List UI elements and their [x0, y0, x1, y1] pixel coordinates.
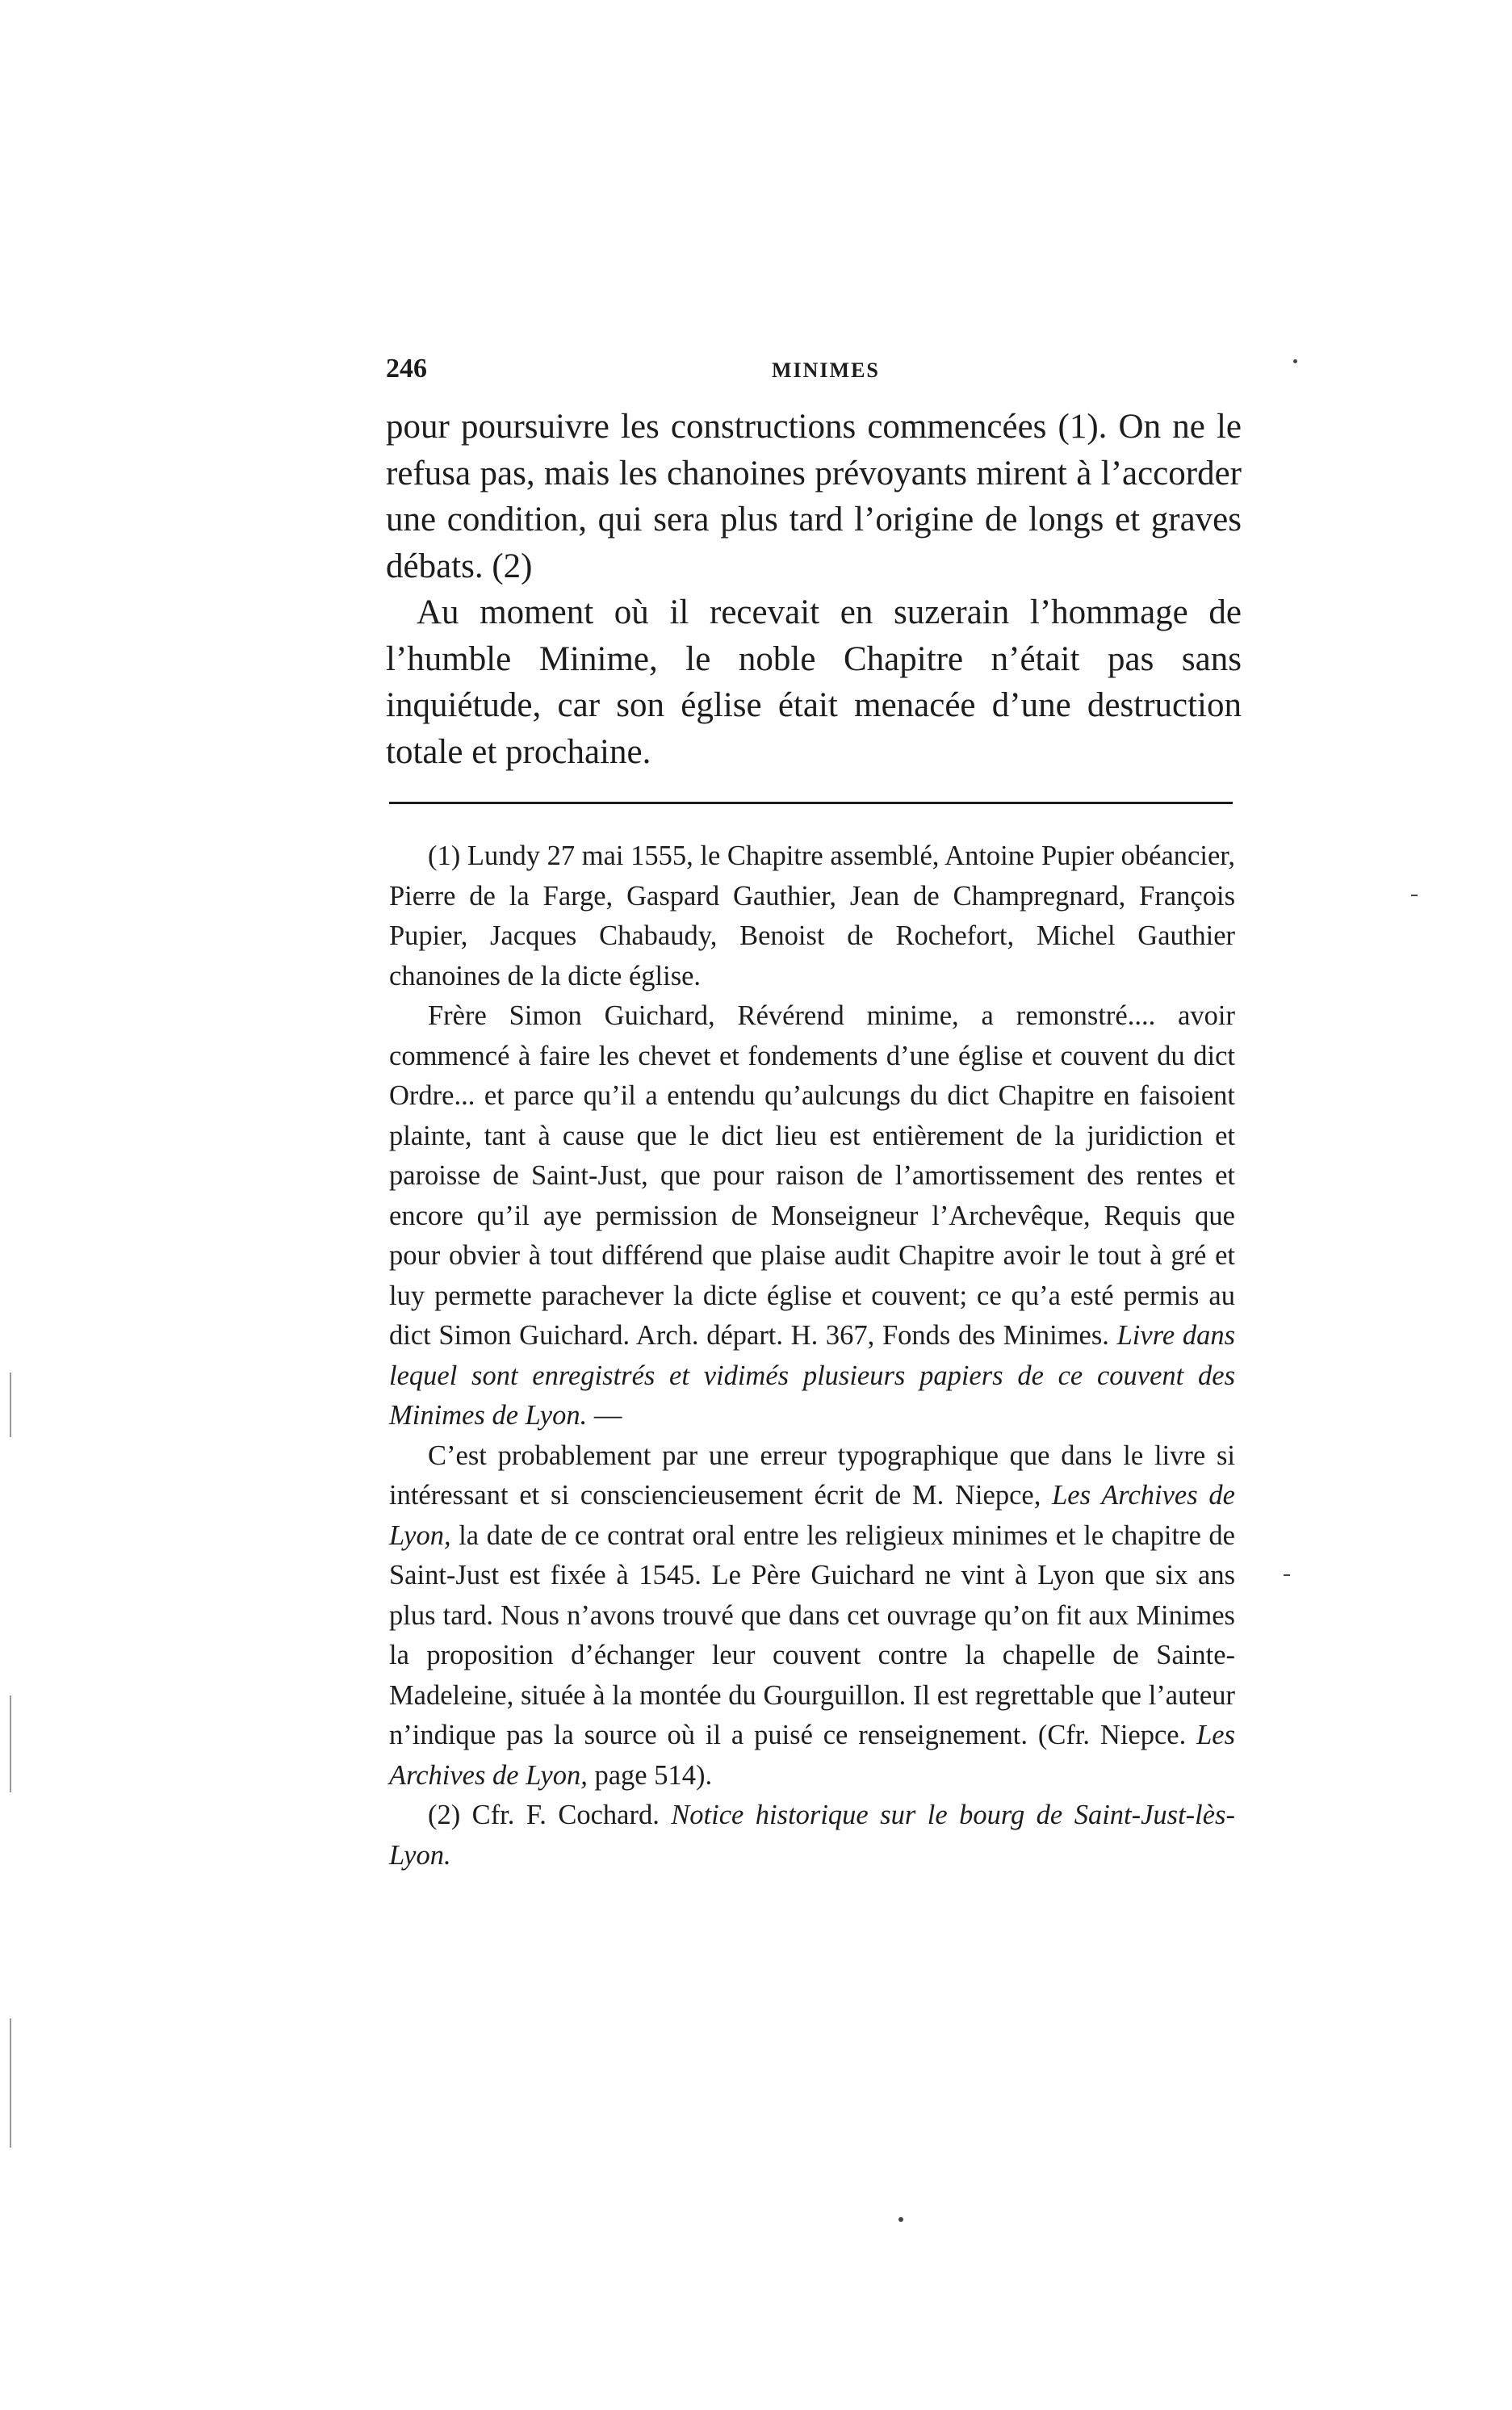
page-number: 246	[386, 354, 427, 384]
body-paragraph: pour poursuivre les constructions commencées (1). On ne le refusa pas, mais les chanoines prévoyants mirent à l’accorder une condition, qui sera plus tard l’origine de longs et graves débats. (2)	[386, 408, 1242, 585]
scan-edge-mark	[10, 1373, 11, 1437]
footnote-1-body	[389, 996, 1235, 1436]
footnote-text: page 514).	[594, 1759, 713, 1791]
scan-speck	[1411, 895, 1418, 896]
scan-edge-mark	[10, 1695, 11, 1792]
footnotes	[389, 836, 1235, 1876]
footnote-text: C’est probablement par une erreur typographique que dans le livre si intéressant et si consciencieusement écrit de M. Niepce,	[389, 1440, 1235, 1511]
footnote-text: Frère Simon Guichard, Révérend minime, a remonstré.... avoir commencé à faire les chevet et fondements d’une église et couvent du dict Ordre... et parce qu’il a entendu qu’aulcungs du dict Chapitre en faisoient plainte, tant à cause que le dict lieu est entièrement de la juridiction et paroisse de Saint-Just, que pour raison de l’amortissement des rentes et encore qu’il aye permission de Monseigneur l’Archevêque, Requis que pour obvier à tout différend que plaise audit Chapitre avoir le tout à gré et luy permette parachever la dicte église et couvent; ce qu’a esté permis au dict Simon Guichard. Arch. départ. H. 367, Fonds des Minimes.	[389, 1000, 1235, 1351]
main-text	[386, 404, 1242, 775]
footnote-1-intro: (1) Lundy 27 mai 1555, le Chapitre assemblé, Antoine Pupier obéancier, Pierre de la Farge, Gaspard Gauthier, Jean de Champregnard, François Pupier, Jacques Chabaudy, Benoist de Rochefort, Michel Gauthier chanoines de la dicte église.	[389, 840, 1235, 991]
footnote-text: la date de ce contrat oral entre les religieux minimes et le chapitre de Saint-Just est fixée à 1545. Le Père Guichard ne vint à Lyon que six ans plus tard. Nous n’avons trouvé que dans cet ouvrage qu’on fit aux Minimes la proposition d’échanger leur couvent contre la chapelle de Sainte-Madeleine, située à la montée du Gourguillon. Il est regrettable que l’auteur n’indique pas la source où il a puisé ce renseignement. (Cfr. Niepce.	[389, 1519, 1235, 1750]
footnote-1-remark	[389, 1436, 1235, 1796]
scan-speck	[898, 2217, 903, 2222]
running-head	[386, 354, 1242, 386]
footnote-separator	[389, 802, 1233, 804]
scan-speck	[1284, 1574, 1290, 1576]
scan-speck	[1293, 359, 1297, 363]
footnote-italic-title: Les Archives de Lyon,	[389, 1480, 1235, 1551]
footnote-text: (2) Cfr. F. Cochard.	[428, 1800, 660, 1830]
footnote-text: —	[587, 1400, 622, 1431]
footnote-italic-title: Les Archives de Lyon,	[389, 1720, 1236, 1791]
chapter-title: MINIMES	[772, 358, 880, 382]
footnote-italic-title: Notice historique sur le bourg de Saint-Just-lès-Lyon.	[389, 1800, 1235, 1871]
body-paragraph: Au moment où il recevait en suzerain l’hommage de l’humble Minime, le noble Chapitre n’était pas sans inquiétude, car son église était menacée d’une destruction totale et prochaine.	[386, 593, 1242, 771]
footnote-italic-source: Livre dans lequel sont enregistrés et vidimés plusieurs papiers de ce couvent des Minimes de Lyon.	[389, 1320, 1235, 1431]
scan-edge-mark	[10, 2018, 11, 2148]
footnote-2	[389, 1796, 1235, 1876]
